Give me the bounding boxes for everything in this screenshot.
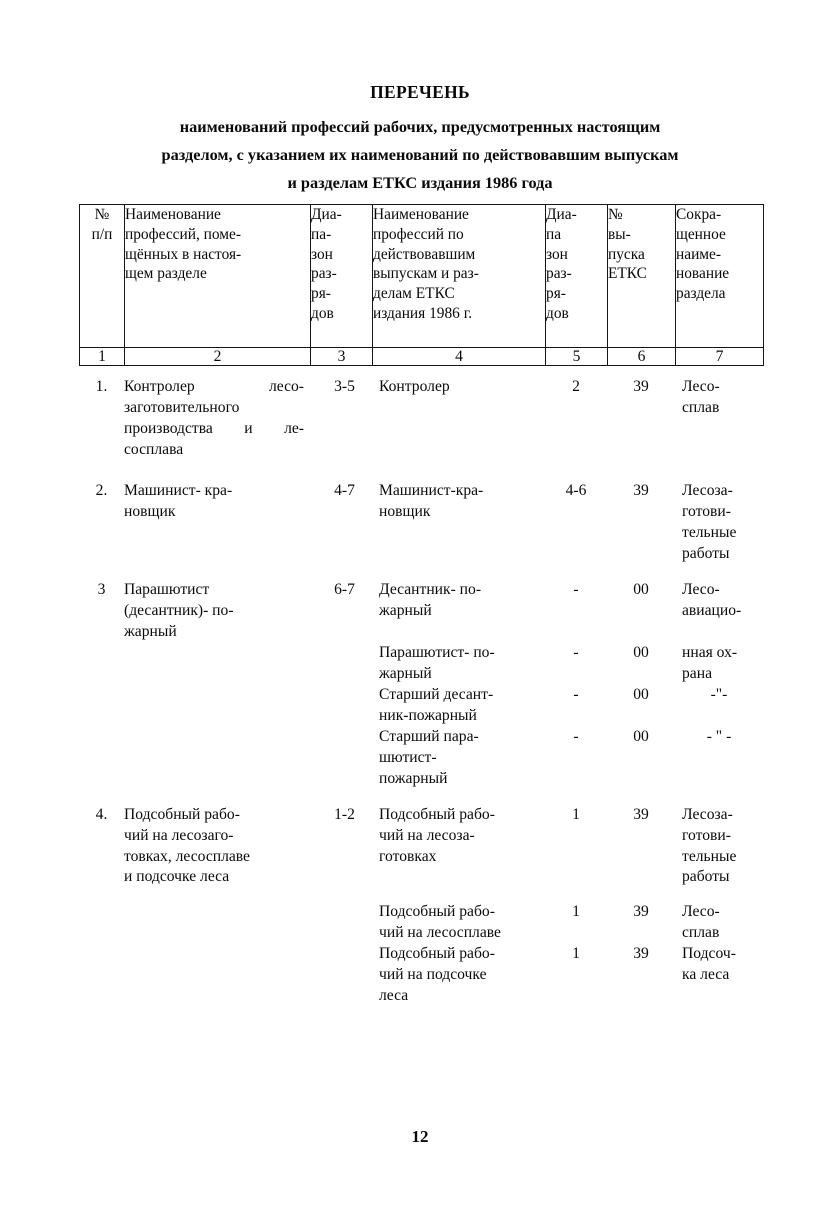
th-grade-range-old-line-1: Диа- — [546, 206, 577, 223]
row-profession-name-line-3: товках, лесосплаве — [124, 847, 250, 865]
row-profession-name-line-1a: Контролер — [124, 378, 195, 396]
subrow-profession-name-old-line-2: ник-пожарный — [379, 706, 477, 724]
subrow-issue-number: 00 — [633, 685, 649, 703]
row-section-name-line-4: работы — [682, 868, 730, 886]
th-grade-range-old-line-5: ря- — [546, 285, 566, 303]
row-profession-name-line-2: (десантник)- по- — [124, 601, 234, 619]
subrow-section-name-line-1: Подсоч- — [682, 945, 736, 963]
table-subrow — [79, 944, 763, 1007]
subrow-section-name-line-2: сплав — [682, 924, 720, 942]
row-profession-name-old — [372, 481, 545, 565]
row-profession-name-line-1: Подсобный рабо- — [124, 805, 240, 823]
th-issue-number-line-4: ЕТКС — [608, 265, 647, 283]
subrow-profession-name-old-line-1: Парашютист- по- — [379, 643, 495, 661]
row-section-name-line-3: тельные — [682, 523, 737, 541]
row-spacer — [79, 461, 763, 481]
th-profession-name-old-line-4: выпускам и раз- — [373, 265, 479, 283]
subrow-grade-range-old: - — [573, 643, 579, 661]
row-grade-range-old: 1 — [572, 805, 580, 823]
professions-table — [79, 204, 763, 1007]
row-profession-name — [124, 580, 310, 643]
subrow-issue-number: 39 — [633, 945, 649, 963]
row-profession-name-line-3a: производства — [124, 420, 213, 438]
row-grade-range-old: - — [573, 580, 579, 598]
row-profession-name — [124, 805, 310, 889]
row-profession-name-old-line-2: жарный — [379, 601, 432, 619]
row-issue-number: 39 — [633, 482, 649, 500]
subrow-grade-range-old: 1 — [572, 945, 580, 963]
th-profession-name-line-2: профессий, поме- — [125, 225, 241, 243]
row-section-name — [675, 805, 763, 889]
subrow-profession-name-empty — [124, 944, 310, 1007]
subrow-section-name — [675, 902, 763, 944]
subrow-number-empty — [79, 944, 124, 1007]
col-number-7: 7 — [676, 348, 764, 366]
table-header-grid — [79, 204, 764, 366]
table-body-grid — [79, 377, 763, 1007]
th-issue-number-line-2: вы- — [608, 225, 631, 243]
row-section-name-line-1: Лесо- — [682, 378, 720, 396]
row-profession-name-old-line-2: новщик — [379, 502, 431, 520]
table-row — [79, 377, 763, 461]
row-section-name-line-2: сплав — [682, 399, 720, 417]
row-spacer-cell — [79, 461, 763, 481]
row-profession-name-line-2: чий на лесозаго- — [124, 826, 234, 844]
row-spacer-cell — [79, 888, 763, 902]
subrow-section-ditto-mark: -"- — [710, 685, 728, 703]
th-grade-range-old-line-3: зон — [546, 245, 568, 263]
col-number-4: 4 — [373, 348, 546, 366]
subrow-profession-name-old-line-2: чий на подсочке — [379, 966, 487, 984]
th-grade-range-current — [311, 205, 373, 348]
subrow-profession-name-old-line-2: шютист- — [379, 748, 437, 766]
col-number-1: 1 — [80, 348, 125, 366]
row-grade-range: 3-5 — [334, 378, 355, 396]
th-section-short-name-line-4: нование — [676, 265, 730, 283]
col-number-2: 2 — [125, 348, 311, 366]
subrow-profession-name-old-line-1: Старший пара- — [379, 727, 479, 745]
subrow-section-ditto-mark: - " - — [706, 727, 732, 745]
subrow-section-name — [675, 685, 763, 727]
row-spacer — [79, 790, 763, 805]
th-profession-name-old-line-1: Наименование — [373, 206, 469, 223]
subrow-profession-name-old-line-2: чий на лесосплаве — [379, 924, 501, 942]
th-number — [80, 205, 125, 348]
subrow-profession-name-old-line-3: леса — [379, 987, 409, 1005]
subrow-profession-name-old-line-2: жарный — [379, 664, 432, 682]
row-grade-range: 4-7 — [334, 482, 355, 500]
subrow-number-empty — [79, 643, 124, 685]
th-profession-name-line-4: щем разделе — [125, 265, 207, 283]
row-grade-range-old: 4-6 — [565, 482, 587, 500]
row-spacer-cell — [79, 565, 763, 580]
subrow-section-name — [675, 727, 763, 790]
th-number-line-1: № — [94, 206, 110, 223]
subrow-issue-number: 00 — [633, 727, 649, 745]
th-grade-range-old — [546, 205, 608, 348]
th-grade-range-old-line-2: па — [546, 225, 562, 243]
row-section-name-line-1: Лесо- — [682, 580, 720, 598]
row-grade-range: 6-7 — [334, 580, 355, 598]
subrow-profession-name-empty — [124, 643, 310, 685]
row-section-name — [675, 580, 763, 643]
row-profession-name — [124, 481, 310, 565]
subrow-grade-range-empty — [310, 727, 372, 790]
subrow-profession-name-old — [372, 685, 545, 727]
subrow-number-empty — [79, 685, 124, 727]
subrow-profession-name-old — [372, 727, 545, 790]
row-profession-name-line-3: жарный — [124, 622, 177, 640]
subrow-section-name-line-2: рана — [682, 664, 712, 682]
table-header-row — [80, 205, 764, 348]
subrow-issue-number: 39 — [633, 903, 649, 921]
subrow-profession-name-empty — [124, 685, 310, 727]
row-profession-name-old-line-1: Контролер — [379, 378, 450, 396]
row-profession-name-old-line-1: Подсобный рабо- — [379, 805, 495, 823]
subrow-section-name — [675, 944, 763, 1007]
row-section-name — [675, 377, 763, 461]
row-profession-name-line-2: заготовительного — [124, 399, 240, 417]
subrow-profession-name-old-line-1: Старший десант- — [379, 685, 494, 703]
row-spacer — [79, 888, 763, 902]
table-column-number-row — [80, 348, 764, 366]
th-section-short-name-line-1: Сокра- — [676, 206, 722, 223]
th-section-short-name-line-5: раздела — [676, 285, 726, 303]
subtitle-line-3: и разделам ЕТКС издания 1986 года — [287, 172, 553, 192]
row-section-name-line-2: готови- — [682, 826, 731, 844]
th-grade-range-current-line-5: ря- — [311, 285, 331, 303]
page-title: ПЕРЕЧЕНЬ — [370, 82, 470, 102]
row-profession-name-old-line-2: чий на лесоза- — [379, 826, 475, 844]
row-section-name-line-4: работы — [682, 544, 730, 562]
th-grade-range-old-line-6: дов — [546, 304, 569, 322]
subrow-profession-name-old — [372, 944, 545, 1007]
th-grade-range-current-line-4: раз- — [311, 265, 337, 283]
table-row — [79, 805, 763, 889]
subrow-grade-range-empty — [310, 902, 372, 944]
row-section-name-line-2: готови- — [682, 502, 731, 520]
subrow-profession-name-empty — [124, 727, 310, 790]
th-issue-number — [608, 205, 676, 348]
th-section-short-name-line-2: щенное — [676, 225, 726, 243]
th-issue-number-line-1: № — [608, 206, 623, 223]
subrow-profession-name-old-line-1: Подсобный рабо- — [379, 903, 495, 921]
subrow-profession-name-old — [372, 643, 545, 685]
th-profession-name-old-line-6: издания 1986 г. — [373, 304, 473, 322]
row-section-name-line-3: тельные — [682, 847, 737, 865]
col-number-6: 6 — [608, 348, 676, 366]
subrow-profession-name-old — [372, 902, 545, 944]
th-section-short-name — [676, 205, 764, 348]
row-issue-number: 39 — [633, 378, 649, 396]
subrow-number-empty — [79, 902, 124, 944]
row-profession-name-old — [372, 580, 545, 643]
subrow-profession-name-old-line-1: Подсобный рабо- — [379, 945, 495, 963]
page-subtitle — [108, 113, 732, 197]
subrow-grade-range-old: - — [573, 685, 579, 703]
page-title-block — [108, 84, 732, 197]
th-grade-range-old-line-4: раз- — [546, 265, 572, 283]
th-grade-range-current-line-2: па- — [311, 225, 332, 243]
subrow-grade-range-empty — [310, 685, 372, 727]
subrow-grade-range-old: - — [573, 727, 579, 745]
row-profession-name-old-line-3: готовках — [379, 847, 437, 865]
row-number: 1. — [95, 378, 108, 396]
table-subrow — [79, 643, 763, 685]
row-section-name-line-2: авиацио- — [682, 601, 742, 619]
row-profession-name-old — [372, 377, 545, 461]
row-profession-name-line-3b: и — [244, 420, 253, 438]
th-profession-name-line-3: щённых в настоя- — [125, 245, 242, 263]
row-number: 2. — [95, 482, 108, 500]
table-subrow — [79, 727, 763, 790]
col-number-3: 3 — [311, 348, 373, 366]
th-grade-range-current-line-1: Диа- — [311, 206, 342, 223]
subrow-profession-name-old-line-3: пожарный — [379, 769, 448, 787]
row-number: 3 — [97, 580, 106, 598]
table-row — [79, 481, 763, 565]
row-issue-number: 39 — [633, 805, 649, 823]
subrow-section-name-line-1: нная ох- — [682, 643, 738, 661]
th-profession-name-old-line-2: профессий по — [373, 225, 464, 243]
row-grade-range-old: 2 — [572, 378, 580, 396]
th-number-line-2: п/п — [91, 225, 113, 243]
th-grade-range-current-line-3: зон — [311, 245, 333, 263]
row-profession-name-old — [372, 805, 545, 889]
subrow-profession-name-empty — [124, 902, 310, 944]
subrow-grade-range-old: 1 — [572, 903, 580, 921]
row-section-name-line-1: Лесоза- — [682, 805, 733, 823]
table-row — [79, 580, 763, 643]
th-grade-range-current-line-6: дов — [311, 304, 334, 322]
col-number-5: 5 — [546, 348, 608, 366]
th-profession-name-line-1: Наименование — [125, 206, 221, 223]
row-issue-number: 00 — [633, 580, 649, 598]
subrow-section-name — [675, 643, 763, 685]
row-profession-name-line-1: Парашютист — [124, 580, 210, 598]
table-subrow — [79, 902, 763, 944]
th-profession-name-old-line-5: делам ЕТКС — [373, 285, 455, 303]
row-profession-name-old-line-1: Машинист-кра- — [379, 482, 484, 500]
row-spacer — [79, 565, 763, 580]
subtitle-line-2: разделом, с указанием их наименований по действовавшим выпускам — [161, 144, 679, 164]
th-section-short-name-line-3: наиме- — [676, 245, 721, 263]
row-profession-name-line-1b: лесо- — [268, 378, 304, 396]
table-subrow — [79, 685, 763, 727]
row-profession-name-line-4: сосплава — [124, 441, 184, 459]
th-profession-name-old-line-3: действовавшим — [373, 245, 476, 263]
subrow-issue-number: 00 — [633, 643, 649, 661]
subrow-section-name-line-2: ка леса — [682, 966, 730, 984]
row-profession-name-line-1: Машинист- кра- — [124, 482, 233, 500]
row-profession-name — [124, 377, 310, 461]
row-section-name — [675, 481, 763, 565]
th-issue-number-line-3: пуска — [608, 245, 645, 263]
row-section-name-line-1: Лесоза- — [682, 482, 733, 500]
row-spacer-cell — [79, 790, 763, 805]
subrow-number-empty — [79, 727, 124, 790]
row-profession-name-old-line-1: Десантник- по- — [379, 580, 482, 598]
row-grade-range: 1-2 — [334, 805, 355, 823]
row-number: 4. — [95, 805, 108, 823]
subtitle-line-1: наименований профессий рабочих, предусмотренных настоящим — [179, 116, 661, 136]
th-profession-name — [125, 205, 311, 348]
th-profession-name-old — [373, 205, 546, 348]
row-profession-name-line-4: и подсочке леса — [124, 868, 230, 886]
row-profession-name-line-2: новщик — [124, 502, 176, 520]
page-number: 12 — [411, 1127, 429, 1146]
subrow-grade-range-empty — [310, 643, 372, 685]
row-profession-name-line-3c: ле- — [284, 420, 304, 438]
subrow-section-name-line-1: Лесо- — [682, 903, 720, 921]
subrow-grade-range-empty — [310, 944, 372, 1007]
